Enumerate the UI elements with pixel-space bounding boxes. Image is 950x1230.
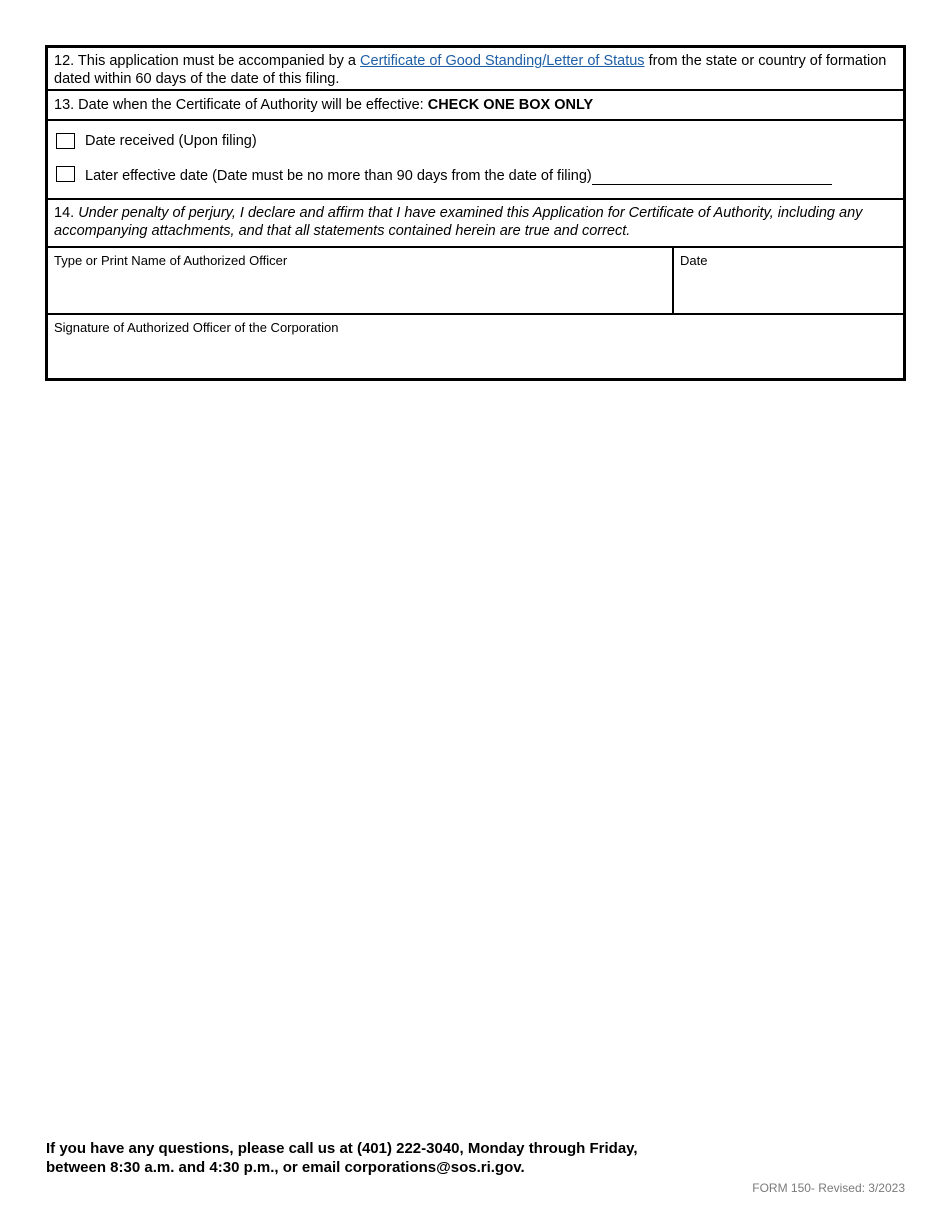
effective-date-options: [48, 119, 903, 198]
section-12-row: [48, 48, 903, 89]
section-14-number: 14.: [54, 205, 79, 221]
date-label: Date: [680, 253, 708, 268]
date-received-checkbox[interactable]: [56, 133, 75, 149]
section-12-suffix: from the state or country of formation dated within 60 days of the date of this filing.: [54, 53, 887, 87]
option-later-effective-date: [56, 167, 832, 185]
certificate-good-standing-link[interactable]: Certificate of Good Standing/Letter of Status: [360, 53, 645, 69]
date-field[interactable]: [674, 248, 903, 313]
perjury-declaration: Under penalty of perjury, I declare and affirm that I have examined this Application for Certificate of Authority, including any accompanying attachments, and that all statements contained herein are true and correct.: [54, 205, 863, 239]
section-13-prefix: 13. Date when the Certificate of Authority will be effective:: [54, 97, 428, 113]
later-effective-date-checkbox[interactable]: [56, 166, 75, 182]
later-effective-date-field[interactable]: [592, 168, 832, 185]
form-revision: FORM 150- Revised: 3/2023: [752, 1181, 905, 1195]
officer-name-field[interactable]: [48, 248, 674, 313]
section-12-prefix: 12. This application must be accompanied by a: [54, 53, 361, 69]
option-date-received: [56, 132, 257, 150]
application-form-table: [45, 45, 906, 381]
section-14-row: [48, 198, 903, 246]
contact-info: [46, 1139, 638, 1177]
officer-row: [48, 246, 903, 313]
section-13-row: [48, 89, 903, 119]
date-received-label: Date received (Upon filing): [85, 133, 257, 149]
signature-label: Signature of Authorized Officer of the Corporation: [54, 320, 339, 335]
contact-line-1: If you have any questions, please call us at (401) 222-3040, Monday through Friday,: [46, 1140, 638, 1157]
check-one-box-instruction: CHECK ONE BOX ONLY: [427, 97, 594, 113]
signature-field[interactable]: [48, 313, 903, 378]
officer-name-label: Type or Print Name of Authorized Officer: [54, 253, 288, 268]
later-effective-date-label: Later effective date (Date must be no more than 90 days from the date of filing): [85, 168, 592, 184]
contact-line-2: between 8:30 a.m. and 4:30 p.m., or email corporations@sos.ri.gov.: [46, 1159, 525, 1176]
